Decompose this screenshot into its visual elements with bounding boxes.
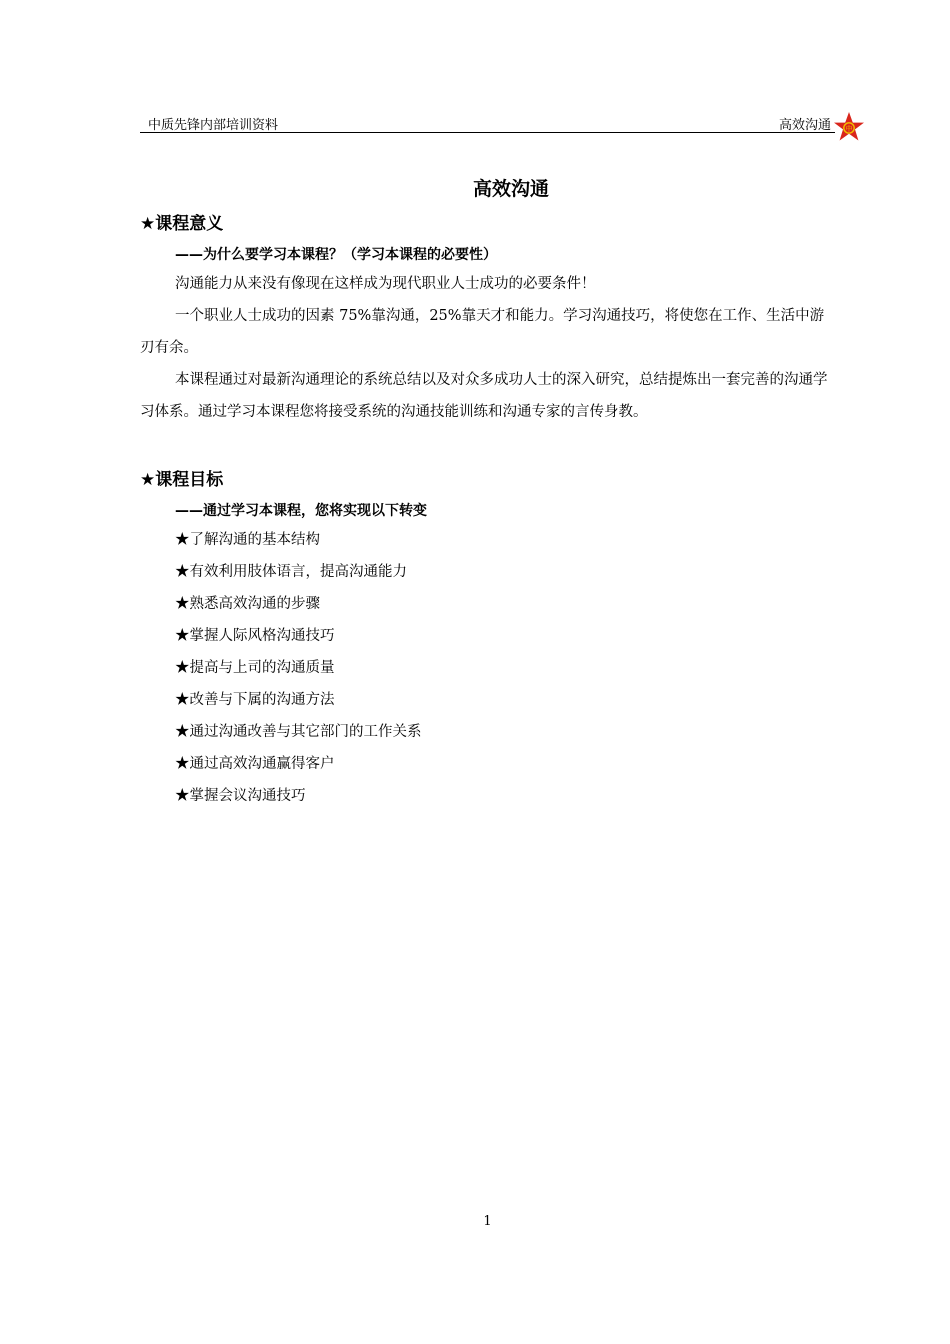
page-header <box>140 112 835 133</box>
logo-text: 中 <box>845 125 853 133</box>
goal-item: ★熟悉高效沟通的步骤 <box>175 596 320 612</box>
goal-item: ★提高与上司的沟通质量 <box>175 660 335 676</box>
goal-item: ★了解沟通的基本结构 <box>175 532 320 548</box>
section-heading-significance: ★课程意义 <box>140 214 224 234</box>
goal-item: ★改善与下属的沟通方法 <box>175 692 335 708</box>
goal-item: ★掌握人际风格沟通技巧 <box>175 628 335 644</box>
section-heading-goals: ★课程目标 <box>140 470 224 490</box>
goal-item: ★掌握会议沟通技巧 <box>175 788 306 804</box>
paragraph-1: 沟通能力从来没有像现在这样成为现代职业人士成功的必要条件！ <box>175 276 596 292</box>
red-star-logo-icon <box>833 111 865 143</box>
paragraph-2: 一个职业人士成功的因素 75%靠沟通，25%靠天才和能力。学习沟通技巧，将使您在工作、生活中游刃有余。 <box>140 308 825 356</box>
document-title: 高效沟通 <box>472 178 549 200</box>
header-right-text: 高效沟通 <box>778 118 831 133</box>
paragraph-3: 本课程通过对最新沟通理论的系统总结以及对众多成功人士的深入研究，总结提炼出一套完善的沟通学习体系。通过学习本课程您将接受系统的沟通技能训练和沟通专家的言传身教。 <box>140 372 828 420</box>
page-number: 1 <box>483 1214 492 1229</box>
section-subheading-why: ——为什么要学习本课程？（学习本课程的必要性） <box>175 247 497 263</box>
header-left-text: 中质先锋内部培训资料 <box>148 118 279 133</box>
goal-item: ★有效利用肢体语言，提高沟通能力 <box>175 564 407 580</box>
section-subheading-goals: ——通过学习本课程，您将实现以下转变 <box>175 503 427 519</box>
goal-list <box>175 524 422 812</box>
goal-item: ★通过沟通改善与其它部门的工作关系 <box>175 724 422 740</box>
goal-item: ★通过高效沟通赢得客户 <box>175 756 335 772</box>
